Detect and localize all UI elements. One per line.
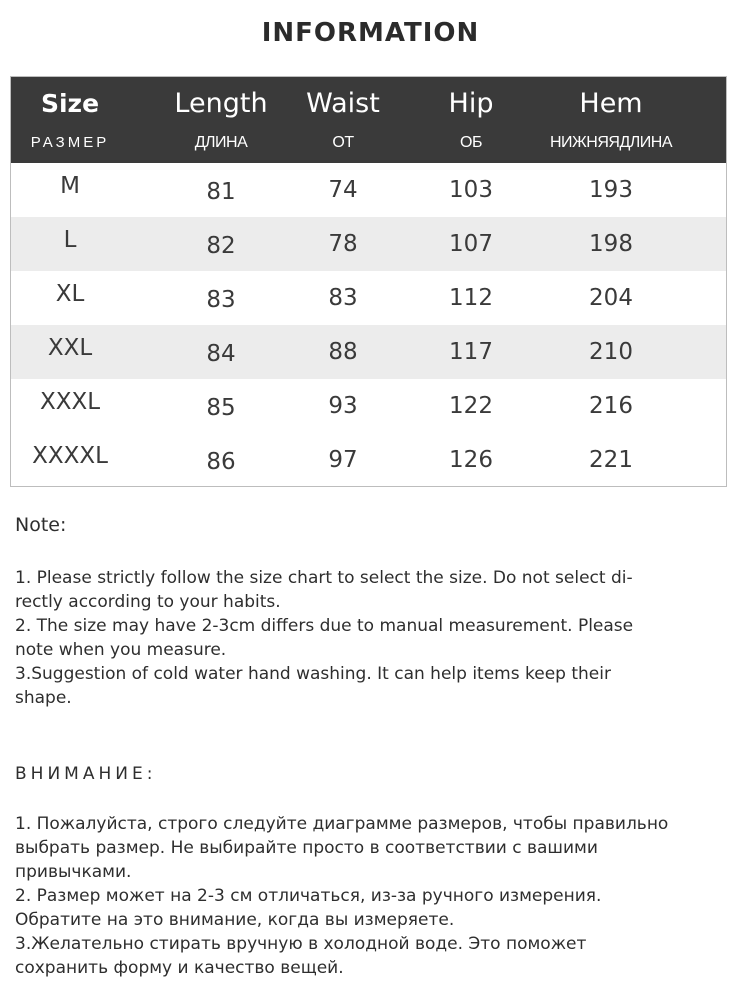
cell-size: XXL (47, 335, 93, 361)
header-hem-en: Hem (579, 88, 643, 119)
header-size (11, 77, 129, 163)
cell-hip: 126 (449, 447, 493, 473)
header-length (161, 77, 281, 163)
cell-length: 81 (206, 179, 236, 205)
note-line: 2. The size may have 2-3cm differs due to manual measurement. Please (15, 616, 634, 636)
ru-note-line: 3.Желательно стирать вручную в холодной воде. Это поможет (15, 934, 587, 954)
ru-note-line: Обратите на это внимание, когда вы измеряете. (15, 910, 455, 930)
header-waist (283, 77, 403, 163)
header-hip (411, 77, 531, 163)
note-line: note when you measure. (15, 640, 227, 660)
note-heading: Note: (15, 514, 67, 536)
table-row (11, 271, 726, 325)
ru-note-section (15, 762, 725, 980)
note-section (15, 512, 715, 710)
cell-size: XXXL (39, 389, 101, 415)
table-row (11, 325, 726, 379)
table-row (11, 433, 726, 487)
size-table (10, 76, 727, 487)
cell-hem: 204 (589, 285, 633, 311)
header-length-ru: ДЛИНА (194, 134, 248, 151)
cell-length: 84 (206, 341, 236, 367)
cell-hip: 107 (449, 231, 493, 257)
cell-waist: 74 (328, 177, 358, 203)
cell-hem: 193 (589, 177, 633, 203)
header-hem (536, 77, 686, 163)
cell-hem: 216 (589, 393, 633, 419)
header-length-en: Length (174, 88, 268, 119)
header-waist-ru: ОТ (332, 134, 354, 151)
note-line: rectly according to your habits. (15, 592, 281, 612)
cell-length: 86 (206, 449, 236, 475)
table-row (11, 163, 726, 217)
ru-note-line: 1. Пожалуйста, строго следуйте диаграмме размеров, чтобы правильно (15, 814, 669, 834)
note-line: 3.Suggestion of cold water hand washing. It can help items keep their (15, 664, 611, 684)
cell-waist: 93 (328, 393, 358, 419)
cell-hip: 103 (449, 177, 493, 203)
cell-hip: 122 (449, 393, 493, 419)
cell-waist: 83 (328, 285, 358, 311)
note-line: 1. Please strictly follow the size chart to select the size. Do not select di- (15, 568, 633, 588)
cell-waist: 78 (328, 231, 358, 257)
header-hem-ru: НИЖНЯЯДЛИНА (549, 134, 673, 151)
table-row (11, 217, 726, 271)
cell-hem: 198 (589, 231, 633, 257)
page-title: INFORMATION (261, 18, 480, 48)
cell-length: 85 (206, 395, 236, 421)
ru-note-line: 2. Размер может на 2-3 см отличаться, из-за ручного измерения. (15, 886, 602, 906)
header-size-ru: РАЗМЕР (30, 134, 110, 151)
cell-length: 82 (206, 233, 236, 259)
ru-note-heading: ВНИМАНИЕ: (15, 764, 157, 784)
table-row (11, 379, 726, 433)
cell-hem: 221 (589, 447, 633, 473)
cell-size: L (63, 227, 77, 253)
cell-waist: 97 (328, 447, 358, 473)
table-body (11, 163, 726, 487)
header-hip-en: Hip (448, 88, 494, 119)
header-waist-en: Waist (306, 88, 380, 119)
header-hip-ru: ОБ (460, 134, 482, 151)
cell-size: M (60, 173, 80, 199)
cell-hip: 117 (449, 339, 493, 365)
cell-hip: 112 (449, 285, 493, 311)
cell-hem: 210 (589, 339, 633, 365)
header-size-en: Size (40, 89, 100, 118)
cell-size: XL (55, 281, 85, 307)
ru-note-line: выбрать размер. Не выбирайте просто в соответствии с вашими (15, 838, 598, 858)
note-line: shape. (15, 688, 72, 708)
cell-length: 83 (206, 287, 236, 313)
ru-note-line: сохранить форму и качество вещей. (15, 958, 344, 978)
cell-size: XXXXL (32, 443, 108, 469)
cell-waist: 88 (328, 339, 358, 365)
ru-note-line: привычками. (15, 862, 132, 882)
table-header (11, 77, 726, 163)
